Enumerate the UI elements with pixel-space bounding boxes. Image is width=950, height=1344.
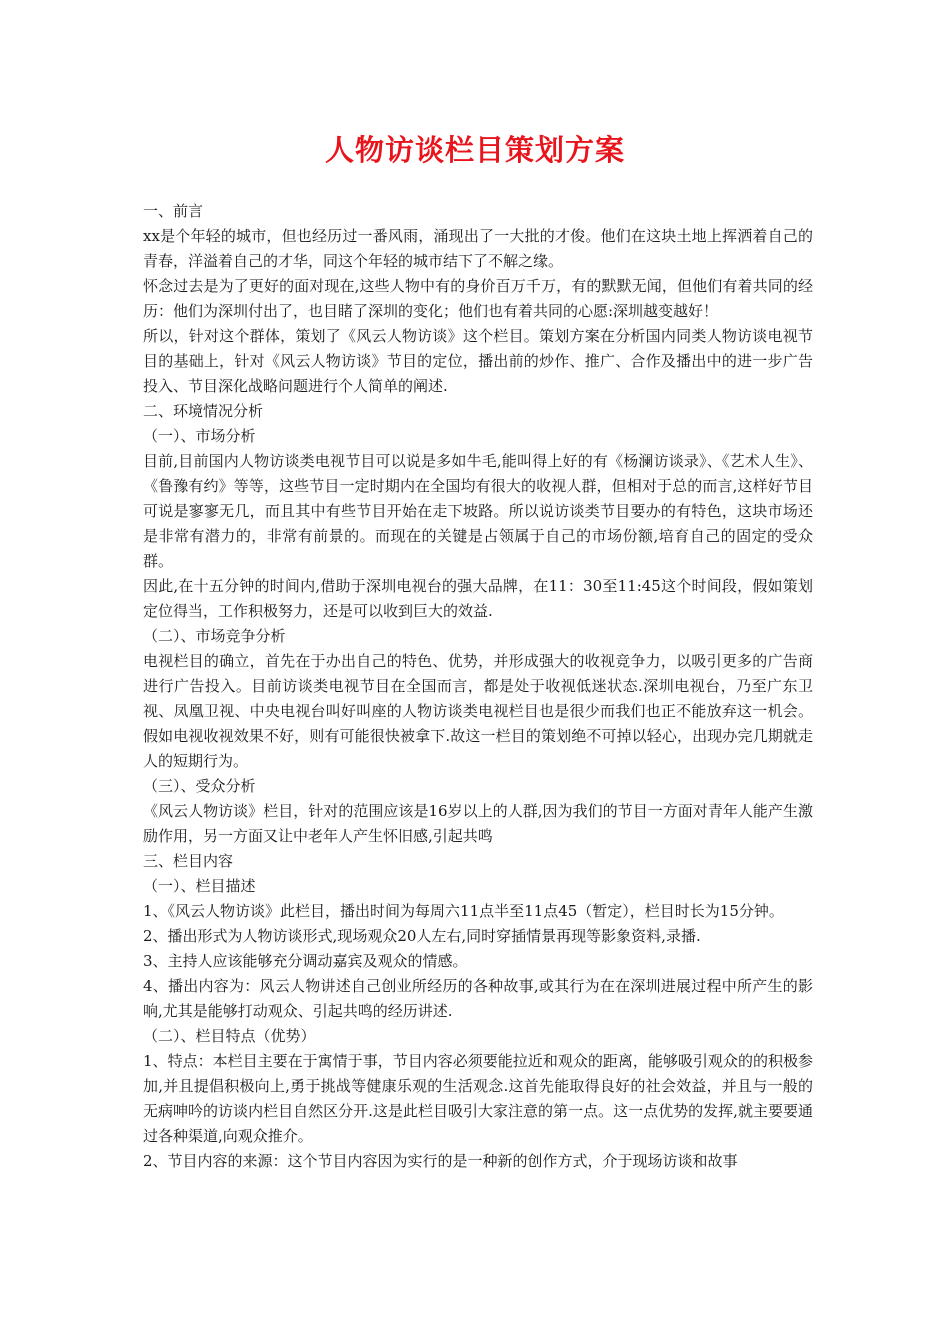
body-paragraph: 电视栏目的确立，首先在于办出自己的特色、优势，并形成强大的收视竞争力，以吸引更多的广告商进行广告投入。目前访谈类电视节目在全国而言，都是处于收视低迷状态.深圳电视台，乃至广东卫视、凤凰卫视、中央电视台叫好叫座的人物访谈类电视栏目也是很少而我们也正不能放弃这一机会。假如电视收视效果不好，则有可能很快被拿下.故这一栏目的策划绝不可掉以轻心，出现办完几期就走人的短期行为。 [143, 652, 813, 770]
body-paragraph: 因此,在十五分钟的时间内,借助于深圳电视台的强大品牌，在11：30至11:45这个时间段，假如策划定位得当，工作积极努力，还是可以收到巨大的效益. [143, 577, 813, 620]
subsection-heading-market: （一）、市场分析 [143, 427, 256, 445]
document-title: 人物访谈栏目策划方案 [324, 133, 625, 167]
subsection-heading-description: （一）、栏目描述 [143, 877, 256, 895]
list-item: 4、播出内容为：风云人物讲述自己创业所经历的各种故事,或其行为在在深圳进展过程中所产生的影响,尤其是能够打动观众、引起共鸣的经历讲述. [143, 977, 813, 1020]
list-item: 2、节目内容的来源：这个节目内容因为实行的是一种新的创作方式，介于现场访谈和故事 [143, 1152, 738, 1170]
subsection-heading-features: （二）、栏目特点（优势） [143, 1027, 316, 1045]
body-paragraph: 所以，针对这个群体，策划了《风云人物访谈》这个栏目。策划方案在分析国内同类人物访谈电视节目的基础上，针对《风云人物访谈》节目的定位，播出前的炒作、推广、合作及播出中的进一步广告投入、节目深化战略问题进行个人简单的阐述. [143, 327, 813, 395]
list-item: 1、《风云人物访谈》此栏目，播出时间为每周六11点半至11点45（暂定），栏目时长为15分钟。 [143, 902, 784, 920]
body-paragraph: 《风云人物访谈》栏目，针对的范围应该是16岁以上的人群,因为我们的节目一方面对青年人能产生激励作用，另一方面又让中老年人产生怀旧感,引起共鸣 [143, 802, 813, 845]
list-item: 1、特点：本栏目主要在于寓情于事，节目内容必须要能拉近和观众的距离，能够吸引观众的的积极参加,并且提倡积极向上,勇于挑战等健康乐观的生活观念.这首先能取得良好的社会效益，并且与一般的无病呻吟的访谈内栏目自然区分开.这是此栏目吸引大家注意的第一点。这一点优势的发挥,就主要要通过各种渠道,向观众推介。 [143, 1052, 813, 1145]
list-item: 3、主持人应该能够充分调动嘉宾及观众的情感。 [143, 952, 468, 970]
subsection-heading-competition: （二）、市场竞争分析 [143, 627, 286, 645]
section-heading-preface: 一、前言 [143, 202, 204, 220]
section-heading-environment: 二、环境情况分析 [143, 402, 264, 420]
body-paragraph: 目前,目前国内人物访谈类电视节目可以说是多如牛毛,能叫得上好的有《杨澜访谈录》、《艺术人生》、《鲁豫有约》等等，这些节目一定时期内在全国均有很大的收视人群，但相对于总的而言,这样好节目可说是寥寥无几，而且其中有些节目开始在走下坡路。所以说访谈类节目要办的有特色，这块市场还是非常有潜力的，非常有前景的。而现在的关键是占领属于自己的市场份额,培育自己的固定的受众群。 [143, 452, 813, 570]
section-heading-content: 三、栏目内容 [143, 852, 234, 870]
subsection-heading-audience: （三）、受众分析 [143, 777, 256, 795]
list-item: 2、播出形式为人物访谈形式,现场观众20人左右,同时穿插情景再现等影象资料,录播. [143, 927, 701, 945]
body-paragraph: 怀念过去是为了更好的面对现在,这些人物中有的身价百万千万，有的默默无闻，但他们有着共同的经历：他们为深圳付出了，也目睹了深圳的变化；他们也有着共同的心愿:深圳越变越好！ [143, 277, 813, 320]
body-paragraph: xx是个年轻的城市，但也经历过一番风雨，涌现出了一大批的才俊。他们在这块土地上挥洒着自己的青春，洋溢着自己的才华，同这个年轻的城市结下了不解之缘。 [143, 227, 813, 270]
document-body [143, 199, 813, 1174]
